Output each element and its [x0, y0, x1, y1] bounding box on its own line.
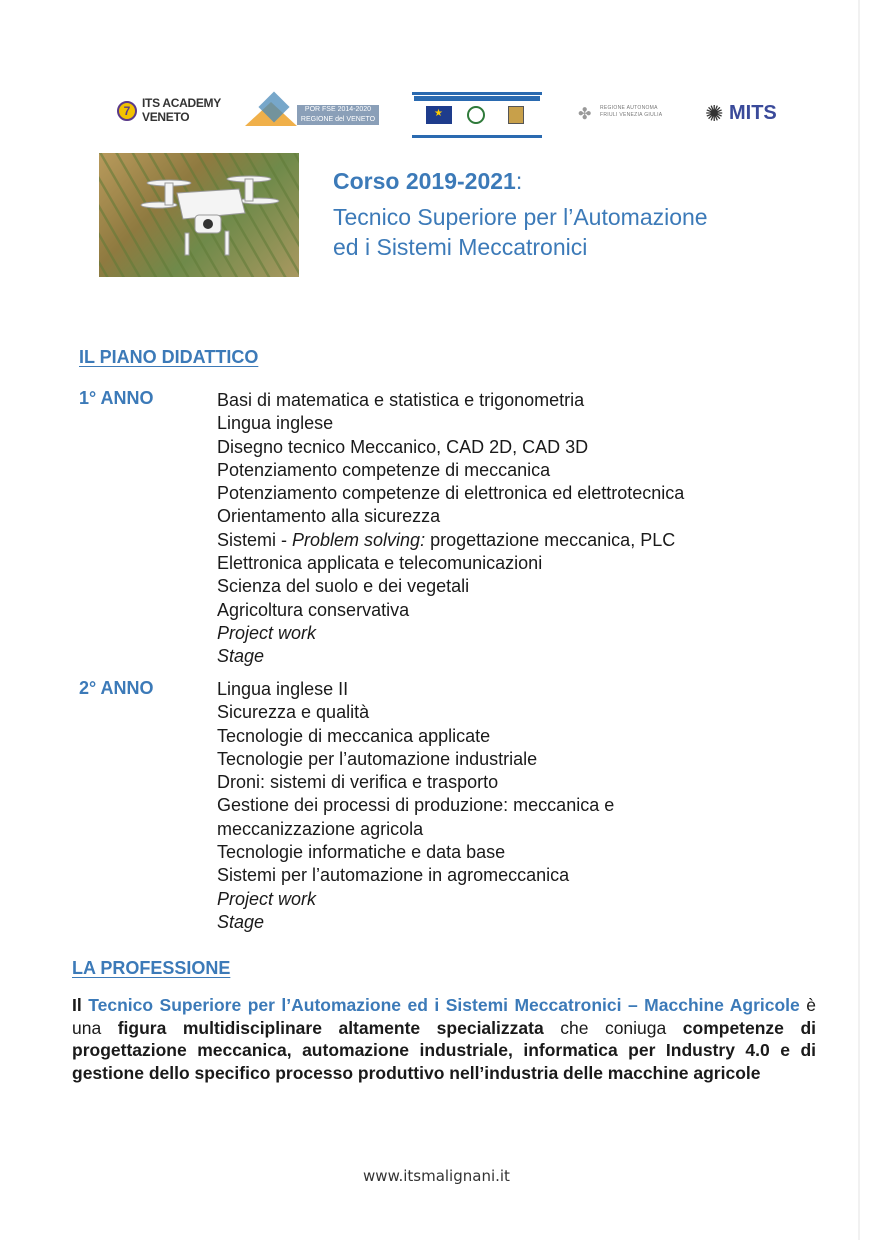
list-item: Tecnologie per l’automazione industriale: [217, 748, 538, 769]
list-item: Tecnologie informatiche e data base: [217, 842, 506, 863]
region-crest-icon: [508, 106, 524, 124]
profession-connector-2: che coniuga: [543, 1017, 683, 1038]
drone-icon: [99, 153, 299, 277]
italy-emblem-icon: [467, 106, 485, 124]
list-item-rest: progettazione meccanica, PLC: [425, 529, 676, 550]
scan-edge: [858, 0, 860, 1240]
list-item: Scienza del suolo e dei vegetali: [217, 576, 470, 597]
course-title: [333, 166, 522, 196]
year1-course-list: [217, 389, 817, 669]
por-fse-logo: [245, 96, 380, 130]
year2-label: 2° ANNO: [79, 678, 154, 698]
profession-paragraph: [72, 994, 816, 1084]
piano-didattico-heading: IL PIANO DIDATTICO: [79, 347, 259, 367]
list-item: Orientamento alla sicurezza: [217, 506, 441, 527]
list-item: Elettronica applicata e telecomunicazioni: [217, 553, 543, 574]
professione-heading: LA PROFESSIONE: [72, 958, 231, 978]
por-fse-logo-text: POR FSE 2014-2020 REGIONE del VENETO: [297, 105, 379, 125]
course-subtitle: Tecnico Superiore per l’Automazione ed i Sistemi Meccatronici: [333, 204, 708, 260]
list-item: Sistemi per l’automazione in agromeccanica: [217, 865, 570, 886]
fvg-logo-text: REGIONE AUTONOMA FRIULI VENEZIA GIULIA: [600, 105, 663, 118]
profession-highlight: figura multidisciplinare altamente specializzata: [117, 1017, 544, 1038]
list-item: Gestione dei processi di produzione: meccanica e: [217, 795, 615, 816]
list-item: Droni: sistemi di verifica e trasporto: [217, 772, 499, 793]
fvg-symbol-icon: ✤: [578, 106, 592, 123]
list-item: Tecnologie di meccanica applicate: [217, 725, 491, 746]
list-item: Project work: [217, 888, 317, 909]
list-item: [217, 529, 817, 552]
mits-logo-text: MITS: [729, 102, 777, 124]
list-item: meccanizzazione agricola: [217, 818, 424, 839]
eu-funding-banner: [414, 96, 540, 101]
its-academy-logo-text: ITS ACADEMY VENETO: [142, 96, 221, 124]
drone-photo: [99, 153, 299, 277]
list-item: Agricoltura conservativa: [217, 599, 410, 620]
list-item: Stage: [217, 646, 265, 667]
eu-funding-logo: [412, 92, 542, 138]
list-item-prefix: Sistemi -: [217, 529, 293, 550]
its-academy-logo: [117, 96, 227, 130]
profession-connector: è una: [72, 995, 816, 1038]
list-item-emphasis: Problem solving:: [292, 529, 426, 550]
footer-website-link[interactable]: www.itsmalignani.it: [363, 1167, 510, 1185]
fvg-region-logo: [578, 100, 678, 128]
its-academy-mark-icon: 7: [117, 101, 137, 121]
list-item: Basi di matematica e statistica e trigonometria: [217, 390, 585, 410]
list-item: Potenziamento competenze di elettronica ed elettrotecnica: [217, 483, 685, 504]
course-title-colon: :: [515, 168, 523, 194]
list-item: Lingua inglese: [217, 413, 334, 434]
year2-course-list: [217, 678, 817, 934]
list-item: Potenziamento competenze di meccanica: [217, 459, 551, 480]
profession-skills: competenze di progettazione meccanica, automazione industriale, informatica per Industry 4.0 e di gestione dello specifico processo produttivo nell’industria delle macchine agricole: [72, 1017, 816, 1083]
course-title-text: Corso 2019-2021: [333, 168, 516, 194]
mits-logo: [705, 100, 785, 128]
profession-role-name: Tecnico Superiore per l’Automazione ed i Sistemi Meccatronici – Macchine Agricole: [88, 995, 800, 1015]
list-item: Lingua inglese II: [217, 679, 349, 699]
year1-label: 1° ANNO: [79, 388, 154, 408]
list-item: Disegno tecnico Meccanico, CAD 2D, CAD 3D: [217, 436, 589, 457]
list-item: Sicurezza e qualità: [217, 702, 370, 723]
list-item: Project work: [217, 622, 317, 643]
profession-intro: Il: [72, 995, 89, 1015]
list-item: Stage: [217, 911, 265, 932]
eu-flag-icon: [426, 106, 452, 124]
gear-icon: ✺: [705, 101, 724, 126]
